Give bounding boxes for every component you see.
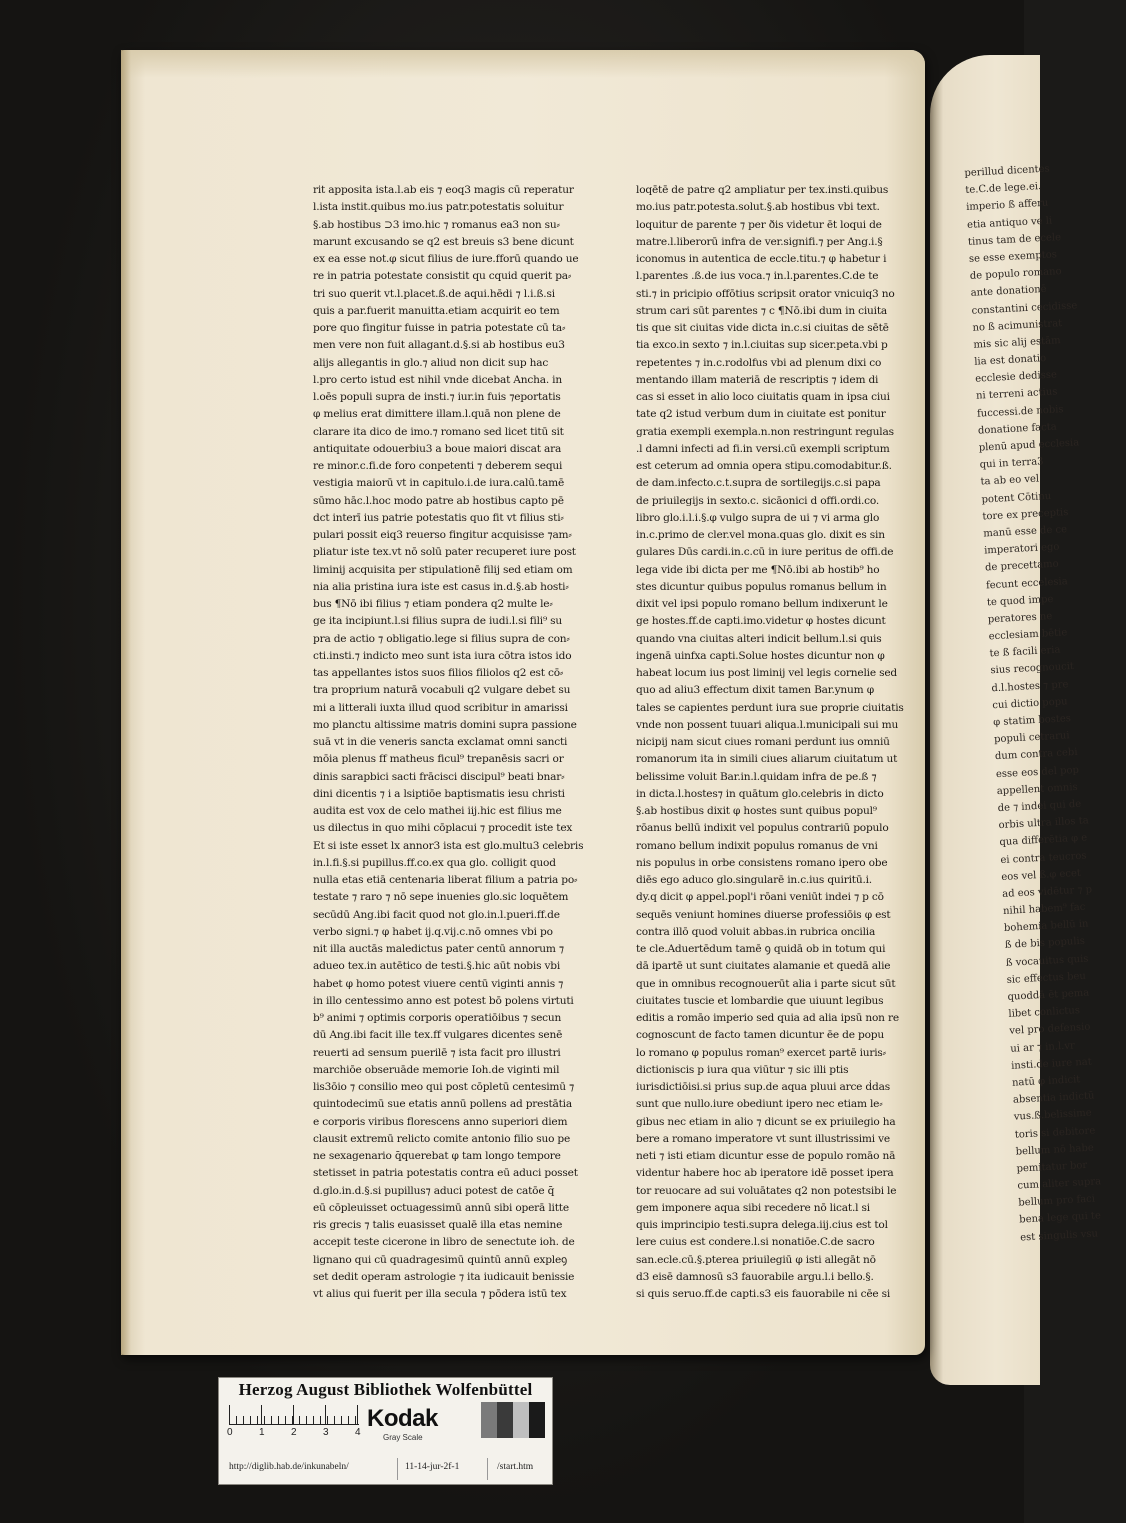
text-line: ris grecis ⁊ talis euasisset qualē illa etas nemine <box>313 1219 563 1231</box>
text-line: libro glo.i.l.i.§.φ vulgo supra de ui ⁊ vi arma glo <box>636 511 880 524</box>
text-line: de dam.infecto.c.t.supra de sortilegijs.c.si papa <box>636 477 881 490</box>
text-line: alijs allegantis in glo.⁊ aliud non dicit sup hac <box>313 356 549 369</box>
text-line: de priuilegijs in sexto.c. sicāonici d offi.ordi.co. <box>636 494 880 507</box>
text-line: no ß acimunistrat <box>972 317 1063 334</box>
text-line: vel pro defensio <box>1009 1021 1091 1038</box>
text-line: re minor.c.fi.de foro conpetenti ⁊ deberem sequi <box>313 460 563 472</box>
text-line: quis imprincipio testi.supra delega.iij.cius est tol <box>636 1219 888 1231</box>
text-line: stetisset in patria potestatis contra eū aduci posset <box>313 1167 578 1180</box>
text-line: dct interī ius patrie potestatis quo fit vt filius sti⸗ <box>313 511 564 524</box>
gray-swatch <box>513 1402 529 1438</box>
text-line: videntur habere hoc ab iperatore idē posset ipera <box>636 1167 894 1180</box>
text-line: lega vide ibi dicta per me ¶Nō.ibi ab hostib⁹ ho <box>636 563 880 576</box>
text-line: suā vt in die veneris sancta exclamat omni sancti <box>313 736 568 748</box>
text-line: cui dictio popu <box>992 696 1068 712</box>
text-line: quis a par.fuerit manuitta.etiam acquirit eo tem <box>313 304 560 317</box>
text-line: neti ⁊ isti etiam dicuntur esse de populo romāo nā <box>636 1150 896 1162</box>
text-line: ciuitates tuscie et lombardie que uiuunt legibus <box>636 994 884 1007</box>
text-line: diēs ego aduco glo.singularē in.c.ius quiritū.i. <box>636 874 872 886</box>
text-line: quintodecimū sue etatis annū pollens ad prestātia <box>313 1098 572 1111</box>
text-line: nicipij nam sicut ciues romani perdunt ius omniū <box>636 736 890 748</box>
text-line: te cle.Aduertēdum tamē ꝯ quidā ob in totum qui <box>636 943 886 955</box>
text-line: lia est donatio <box>974 353 1047 368</box>
text-line: in illo centessimo anno est potest bō polens virtuti <box>313 994 574 1007</box>
text-line: quando vna ciuitas alteri indicit bellum.l.si quis <box>636 632 882 645</box>
text-line: quoddā ēt pema <box>1007 987 1090 1003</box>
text-line: marunt excusando se q2 est breuis s3 bene dicunt <box>313 235 574 248</box>
library-color-card <box>218 1377 553 1485</box>
text-line: dā ipartē ut sunt ciuitates alamanie et quedā alie <box>636 960 891 973</box>
text-line: ad eos vidētur ⁊ p <box>1001 884 1093 900</box>
text-line: libet conlictus <box>1008 1005 1081 1021</box>
text-line: sunt que nullo.iure obediunt ipero nec etiam le⸗ <box>636 1098 883 1111</box>
text-line: mōia plenus ff matheus ficul⁹ trepanēsis sacri or <box>313 753 564 766</box>
text-line: constantini cecidisse <box>971 299 1078 317</box>
text-line: imperatori ego <box>983 541 1060 557</box>
text-line: natū φ indicit <box>1011 1074 1081 1089</box>
text-line: tore ex preceptis <box>982 506 1069 523</box>
text-line: si quis seruo.ff.de capti.s3 eis fauorabile ni cēe si <box>636 1288 891 1300</box>
gray-swatches <box>481 1402 545 1438</box>
text-line: bus ¶Nō ibi filius ⁊ etiam pondera q2 multe le⸗ <box>313 598 553 610</box>
source-url: http://diglib.hab.de/inkunabeln/ <box>229 1462 349 1472</box>
text-line: perillud dicentes <box>964 163 1050 179</box>
ruler-number: 1 <box>259 1427 265 1438</box>
text-line: tales se capientes perdunt iura sue proprie ciuitatis <box>636 701 904 714</box>
text-line: gem imponere aqua sibi recedere nō licat.l si <box>636 1201 870 1214</box>
gray-scale-label: Gray Scale <box>383 1433 423 1442</box>
text-line: d.l.hostes ⁊ pre <box>991 678 1069 694</box>
page-top-edge <box>121 50 925 78</box>
text-line: us dilectus in quo mihi cōplacui ⁊ procedit iste tex <box>313 822 573 835</box>
text-line: l.parentes .ß.de ius voca.⁊ in.l.parentes.C.de te <box>636 270 879 283</box>
text-line: loqētē de patre q2 ampliatur per tex.insti.quibus <box>636 184 889 196</box>
text-line: bellum nō habe <box>1015 1142 1095 1158</box>
text-line: san.ecle.cū.§.pterea priuilegiū φ isti allegāt nō <box>636 1253 876 1266</box>
text-line: pra de actio ⁊ obligatio.lege si filius supra de con⸗ <box>313 632 570 645</box>
text-line: ge hostes.ff.de capti.imo.videtur φ hostes dicunt <box>636 615 886 628</box>
text-line: ex ea esse not.φ sicut filius de iure.fforū quando ue <box>313 253 579 265</box>
text-line: φ melius erat dimittere illam.l.quā non plene de <box>313 408 561 421</box>
gray-swatch <box>481 1402 497 1438</box>
text-line: qua differētia φ e <box>999 832 1088 849</box>
ruler-number: 2 <box>291 1427 297 1438</box>
text-line: manū esse de ce <box>983 524 1068 540</box>
ruler-number: 0 <box>227 1427 233 1438</box>
ruler-number: 4 <box>355 1427 361 1438</box>
text-line: te ß facili eria <box>989 644 1061 660</box>
text-line: gulares Dūs cardi.in.c.cū in iure peritus de offi.de <box>636 546 894 559</box>
text-line: tor reuocare ad sui voluātates q2 non potestsibi le <box>636 1184 897 1197</box>
text-line: tis que sit ciuitas vide dicta in.c.si ciuitas de sētē <box>636 322 889 334</box>
text-line: vt alius qui fuerit per illa secula ⁊ pōdera istū tex <box>313 1288 567 1300</box>
shelfmark: 11-14-jur-2f-1 <box>405 1462 460 1472</box>
text-line: eū cōpleuisset octuagessimū annū sibi operā litte <box>313 1201 569 1214</box>
text-line: repetentes ⁊ in.c.rodolfus vbi ad plenum dixi co <box>636 356 882 369</box>
text-line: d.glo.in.d.§.si pupillus⁊ aduci potest de catōe q̄ <box>313 1184 555 1197</box>
text-line: ni terreni actius <box>975 386 1058 403</box>
text-line: tate q2 istud verbum dum in ciuitate est ponitur <box>636 408 886 421</box>
text-line: in.l.fi.§.si pupillus.ff.co.ex qua glo. colligit quod <box>313 856 556 869</box>
text-line: ante donationē <box>970 284 1047 300</box>
text-line: contra illō quod voluit abbas.in rubrica oncilia <box>636 925 876 938</box>
text-line: bere a romano imperatore vt sunt illustrissimi ve <box>636 1132 890 1145</box>
text-line: donatione facta <box>977 421 1057 437</box>
text-line: sius recognoucit <box>990 661 1075 677</box>
text-line: strum cari sūt parentes ⁊ c ¶Nō.ibi dum in ciuita <box>636 304 888 317</box>
text-line: se esse exemptos <box>968 249 1058 265</box>
text-line: rōanus bellū indixit vel populus contrariū populo <box>636 822 889 835</box>
card-footer <box>227 1462 549 1478</box>
text-line: nit illa auctās maledictus pater centū annorum ⁊ <box>313 943 564 955</box>
text-line: dictioniscis p iura qua viūtur ⁊ sic illi ptis <box>636 1063 849 1076</box>
text-line: tas appellantes istos suos filios filiolos q2 est cō⸗ <box>313 667 564 679</box>
gray-swatch <box>529 1402 545 1438</box>
text-line: audita est vox de celo mathei iij.hic est filius me <box>313 805 562 817</box>
text-line: tri suo querit vt.l.placet.ß.de aqui.hēdi ⁊ l.i.ß.si <box>313 287 555 300</box>
text-line: Et si iste esset lx annor3 ista est glo.multu3 celebris <box>313 839 584 852</box>
text-line: reuerti ad sensum puerilē ⁊ ista facit pro illustri <box>313 1046 561 1059</box>
text-line: romanorum ita in simili ciues aliarum ciuitatum ut <box>636 753 898 766</box>
text-line: nihil habem⁹ fac <box>1002 901 1086 918</box>
text-line: mentando illam materiā de rescriptis ⁊ idem di <box>636 373 879 386</box>
text-line: clausit extremū relicto comite antonio filio suo pe <box>313 1132 571 1145</box>
text-line: φ statim bostes <box>992 713 1072 729</box>
text-line: romano bellum indixit populus romanus de vni <box>636 839 878 852</box>
text-line: l.oēs populi supra de insti.⁊ iur.in fuis ⁊eportatis <box>313 391 561 403</box>
text-line: ß de bis populis <box>1004 936 1086 952</box>
gray-swatch <box>497 1402 513 1438</box>
text-line: toris si debitore <box>1014 1124 1096 1141</box>
text-line: men vere non fuit allagant.d.§.si ab hostibus eu3 <box>313 339 565 352</box>
text-line: adueo tex.in autētico de testi.§.hic aūt nobis vbi <box>313 960 561 973</box>
text-line: set dedit operam astrologie ⁊ ita iudicauit benissie <box>313 1270 575 1283</box>
text-line: peratores ne <box>987 610 1053 626</box>
text-line: pliatur iste tex.vt nō solū pater recuperet iure post <box>313 546 576 559</box>
text-line: ecclesiam bētie <box>988 627 1068 643</box>
text-line: l.ista instit.quibus mo.ius patr.potestatis soluitur <box>313 201 564 214</box>
text-line: cti.insti.⁊ indicto meo sunt ista iura cōtra istos ido <box>313 649 572 662</box>
text-line: tinus tam de ecele <box>967 231 1062 248</box>
text-line: in.c.primo de cler.vel mona.quas glo. dixit es sin <box>636 529 885 541</box>
text-line: matre.l.liberorū infra de ver.signifi.⁊ per Ang.i.§ <box>636 235 883 248</box>
text-line: editis a romāo imperio sed quia ad alia ipsū non re <box>636 1012 899 1024</box>
text-line: nulla etas etiā centenaria liberat filium a patria po⸗ <box>313 874 578 886</box>
facing-page <box>930 55 1102 1385</box>
text-line: qui in terra3 <box>979 456 1044 471</box>
text-line: ß vocauitus quis <box>1005 953 1089 969</box>
text-line: dum contra cebi <box>994 747 1078 763</box>
text-line: ta ab eo vel <box>980 473 1040 488</box>
start-page: /start.htm <box>497 1462 534 1472</box>
facing-page-text <box>964 161 1101 1247</box>
text-line: lis3ōio ⁊ consilio meo qui post cōpletū centesimū ⁊ <box>313 1081 575 1093</box>
text-line: de ⁊ indei qui de <box>997 798 1082 815</box>
text-line: mi a litterali iuxta illud quod scribitur in amarissi <box>313 701 568 714</box>
text-line: secūdū Ang.ibi facit quod not glo.in.l.pueri.ff.de <box>313 908 560 921</box>
text-line: de precettamo <box>984 558 1059 574</box>
text-column-right <box>636 182 926 1303</box>
library-name: Herzog August Bibliothek Wolfenbüttel <box>238 1380 533 1399</box>
text-line: dū Ang.ibi facit ille tex.ff vulgares dicentes senē <box>313 1029 563 1042</box>
text-line: antiquitate odouerbiu3 a boue maiori discat ara <box>313 442 562 455</box>
text-line: nia alia pristina iura iste est casus in.d.§.ab hosti⸗ <box>313 580 569 593</box>
text-line: rit apposita ista.l.ab eis ⁊ eoq3 magis cū reperatur <box>313 184 574 196</box>
text-line: fecunt eccelesia <box>985 575 1068 591</box>
text-line: lo romano φ populus roman⁹ exercet partē iuris⸗ <box>636 1046 886 1059</box>
text-line: dy.q dicit φ appel.popl'i rōani veniūt indei ⁊ p cō <box>636 891 884 904</box>
ruler-number: 3 <box>323 1427 329 1438</box>
text-line: loquitur de parente ⁊ per ðis videtur ēt loqui de <box>636 218 882 231</box>
text-line: tia exco.in sexto ⁊ in.l.ciuitas sup sicer.peta.vbi p <box>636 339 888 352</box>
text-line: habeat locum ius post liminij vel legis cornelie sed <box>636 667 897 679</box>
text-line: liminij acquisita per stipulationē filij sed etiam om <box>313 563 573 576</box>
text-line: est ceterum ad omnia opera stipu.comodabitur.ß. <box>636 460 892 472</box>
text-line: dini dicentis ⁊ i a lsiptiōe baptismatis iesu christi <box>313 787 565 800</box>
text-line: te.C.de lege.ei. <box>965 181 1042 197</box>
text-line: dinis sarapbici sacti frācisci discipul⁹ beati bnar⸗ <box>313 770 565 783</box>
text-line: absentia indictū <box>1012 1090 1095 1106</box>
text-line: esse eos del pop <box>995 764 1080 780</box>
text-line: te quod impe <box>986 593 1054 609</box>
text-line: cas si esset in alio loco ciuitatis quam in ipsa ciui <box>636 391 890 403</box>
text-line: cognoscunt de facto tamen dicuntur ēe de popu <box>636 1029 884 1042</box>
text-line: §.ab hostibus ⊃3 imo.hic ⁊ romanus ea3 non su⸗ <box>313 218 560 231</box>
text-column-left <box>313 182 603 1303</box>
text-line: belissime voluit Bar.in.l.quidam infra de pe.ß ⁊ <box>636 770 877 783</box>
text-line: b⁹ animi ⁊ optimis corporis operatiōibus ⁊ secun <box>313 1012 562 1024</box>
text-line: vestigia maiorū vt in capitulo.i.de iura.calū.tamē <box>313 477 565 490</box>
text-line: mo planctu altissime matris domini supra passione <box>313 718 577 731</box>
text-line: bena lege qui te <box>1019 1210 1102 1226</box>
text-line: lignano qui cū quadragesimū quintū annū expleꝯ <box>313 1253 568 1266</box>
text-line: l.pro certo istud est nihil vnde dicebat Ancha. in <box>313 373 562 386</box>
text-line: imperio ß afferu <box>965 198 1049 214</box>
text-line: fuccessi.de nobis <box>976 403 1064 420</box>
text-line: ui ar ⁊ in.l.vr <box>1010 1039 1076 1055</box>
text-line: vus.ß.belissime <box>1013 1107 1092 1123</box>
text-line: ne sexagenario q̄querebat φ tam longo tempore <box>313 1150 561 1162</box>
text-line: habet φ homo potest viuere centū viginti annis ⁊ <box>313 977 564 990</box>
text-line: tra proprium naturā vocabuli q2 vulgare debet su <box>313 684 571 697</box>
text-line: §.ab hostibus dixit φ hostes sunt quibus popul⁹ <box>636 805 877 817</box>
text-line: cum aliter supra <box>1017 1176 1102 1192</box>
text-line: gratia exempli exempla.n.non restringunt regulas <box>636 425 894 438</box>
text-line: ge ita incipiunt.l.si filius supra de iudi.l.si fili⁹ su <box>313 615 563 628</box>
text-line: mo.ius patr.potesta.solut.§.ab hostibus vbi text. <box>636 201 880 214</box>
text-line: ecclesie dedisse <box>974 369 1058 385</box>
text-line: bohemia bellū in <box>1003 918 1089 935</box>
kodak-logo: Kodak <box>367 1405 438 1432</box>
text-line: ei contra teucros <box>1000 850 1087 866</box>
text-line: in dicta.l.hostes⁊ in quātum glo.celebris in dicto <box>636 787 884 800</box>
text-line: sic effectus beu <box>1006 970 1087 986</box>
text-line: e corporis viribus florescens anno superiori diem <box>313 1115 568 1128</box>
text-line: iconomus in autentica de eccle.titu.⁊ φ habetur i <box>636 253 887 265</box>
text-line: verbo signi.⁊ φ habet ij.q.vij.c.nō omnes vbi po <box>313 925 553 938</box>
text-line: pemitatur bor <box>1016 1159 1088 1175</box>
text-line: d3 eisē damnosū s3 fauorabile argu.l.i bello.§. <box>636 1270 874 1283</box>
text-line: bellum pro faci <box>1018 1193 1096 1209</box>
text-line: sequēs veniunt homines diuerse professiōis φ est <box>636 908 891 921</box>
text-line: plenū apud ecclesia <box>978 437 1080 454</box>
text-line: mis sic alij estām <box>973 335 1061 351</box>
text-line: re in patria potestate consistit qu cquid querit pa⸗ <box>313 270 572 283</box>
text-line: stes dicuntur quibus populus romanus bellum in <box>636 580 887 593</box>
text-line: nis populus in orbe consistens romano ipero obe <box>636 856 888 869</box>
text-line: quo ad aliu3 effectum dixit tamen Bar.ynum φ <box>636 684 874 697</box>
text-line: gibus nec etiam in alio ⁊ dicunt se ex priuilegio ha <box>636 1115 896 1128</box>
text-line: clarare ita dico de imo.⁊ romano sed licet titū sit <box>313 425 564 438</box>
text-line: potent Cōtinu <box>981 490 1052 506</box>
text-line: .l damni infecti ad fi.in versi.cū exempli scriptum <box>636 442 890 455</box>
text-line: insti.de iure nat <box>1010 1056 1093 1072</box>
text-line: testate ⁊ raro ⁊ nō sepe inuenies glo.sic loquētem <box>313 891 569 904</box>
text-line: sūmo hāc.l.hoc modo patre ab hostibus capto pē <box>313 494 564 507</box>
text-line: ingenā uinfxa capti.Solue hostes dicuntur non φ <box>636 649 885 662</box>
text-line: populi cetrarui <box>993 730 1070 746</box>
text-line: accepit teste cicerone in libro de senectute ioh. de <box>313 1236 575 1249</box>
text-line: que in omnibus recognouerūt alia i parte sicut sūt <box>636 977 896 990</box>
text-line: marchiōe obseruāde memorie Ioh.de viginti mil <box>313 1063 560 1076</box>
text-line: appellent omnis <box>996 781 1078 797</box>
text-line: vnde non possent tuuari aliqua.l.municipali sui mu <box>636 718 899 731</box>
ruler-major-ticks <box>229 1405 359 1424</box>
text-line: orbis ultra illos ta <box>998 815 1089 832</box>
page-gutter-edge <box>121 50 131 1355</box>
text-line: iurisdictiōisi.si prius sup.de aqua pluui arce ḋdas <box>636 1081 890 1093</box>
text-line: etia antiquo ve li <box>966 215 1053 231</box>
text-line: dixit vel ipsi populo romano bellum indixerunt le <box>636 598 888 610</box>
text-line: sti.⁊ in pricipio offōtius scripsit orator vnicuiq3 no <box>636 287 895 300</box>
text-line: pore quo fingitur fuisse in patria potestate cū ta⸗ <box>313 322 566 334</box>
text-line: est singulis vsu <box>1019 1228 1099 1244</box>
text-line: de populo romano <box>969 266 1062 282</box>
text-line: pulari possit eiq3 reuerso fingitur acquisisse ⁊am⸗ <box>313 529 572 541</box>
text-line: lere cuius est condere.l.si nonatiōe.C.de sacro <box>636 1236 875 1249</box>
text-line: eos vel ß.φ ecet <box>1001 867 1082 883</box>
